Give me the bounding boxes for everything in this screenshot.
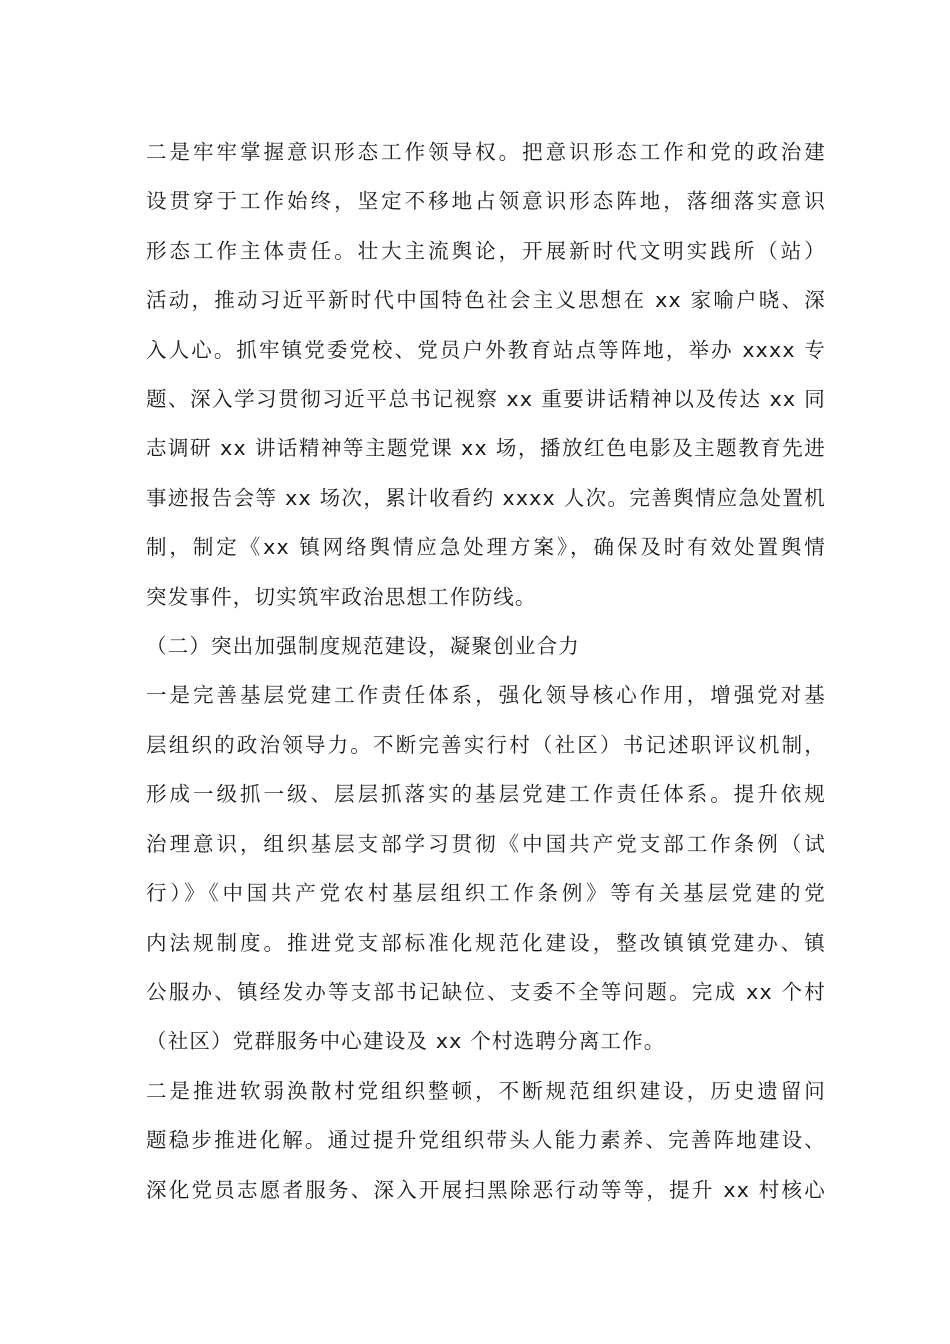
text-line: 制，制定《xx 镇网络舆情应急处理方案》，确保及时有效处置舆情: [146, 535, 826, 560]
paragraph-ideology-leadership: [146, 128, 826, 622]
text-line: 二是推进软弱涣散村党组织整顿，不断规范组织建设，历史遗留问: [146, 1078, 826, 1103]
text-line: 事迹报告会等 xx 场次，累计收看约 xxxx 人次。完善舆情应急处置机: [146, 485, 826, 510]
section-heading: （二）突出加强制度规范建设，凝聚创业合力: [146, 634, 580, 659]
text-line: 内法规制度。推进党支部标准化规范化建设，整改镇镇党建办、镇: [146, 930, 826, 955]
text-line: 一是完善基层党建工作责任体系，强化领导核心作用，增强党对基: [146, 683, 826, 708]
text-line: 二是牢牢掌握意识形态工作领导权。把意识形态工作和党的政治建: [146, 140, 826, 164]
text-line: 治理意识，组织基层支部学习贯彻《中国共产党支部工作条例（试: [146, 831, 826, 856]
text-line: 题、深入学习贯彻习近平总书记视察 xx 重要讲话精神以及传达 xx 同: [146, 387, 826, 412]
text-line: 行）》《中国共产党农村基层组织工作条例》等有关基层党建的党: [146, 881, 826, 906]
text-line: 公服办、镇经发办等支部书记缺位、支委不全等问题。完成 xx 个村: [146, 979, 826, 1004]
text-line: 题稳步推进化解。通过提升党组织带头人能力素养、完善阵地建设、: [146, 1128, 826, 1153]
text-line: 深化党员志愿者服务、深入开展扫黑除恶行动等等，提升 xx 村核心: [146, 1177, 826, 1202]
paragraph-weak-organization-rectification: [146, 1067, 826, 1215]
text-line: 形态工作主体责任。壮大主流舆论，开展新时代文明实践所（站）: [146, 238, 826, 263]
document-body: [146, 128, 826, 1215]
text-line: 活动，推动习近平新时代中国特色社会主义思想在 xx 家喻户晓、深: [146, 288, 826, 313]
text-line: 层组织的政治领导力。不断完善实行村（社区）书记述职评议机制，: [146, 732, 826, 757]
paragraph-party-building-responsibility: [146, 671, 826, 1066]
text-line: 志调研 xx 讲话精神等主题党课 xx 场，播放红色电影及主题教育先进: [146, 436, 826, 461]
text-line: 设贯穿于工作始终，坚定不移地占领意识形态阵地，落细落实意识: [146, 189, 826, 214]
text-line: 入人心。抓牢镇党委党校、党员户外教育站点等阵地，举办 xxxx 专: [146, 337, 826, 362]
text-line: 形成一级抓一级、层层抓落实的基层党建工作责任体系。提升依规: [146, 782, 826, 807]
text-line: 突发事件，切实筑牢政治思想工作防线。: [146, 584, 537, 609]
text-line: （社区）党群服务中心建设及 xx 个村选聘分离工作。: [146, 1029, 666, 1054]
